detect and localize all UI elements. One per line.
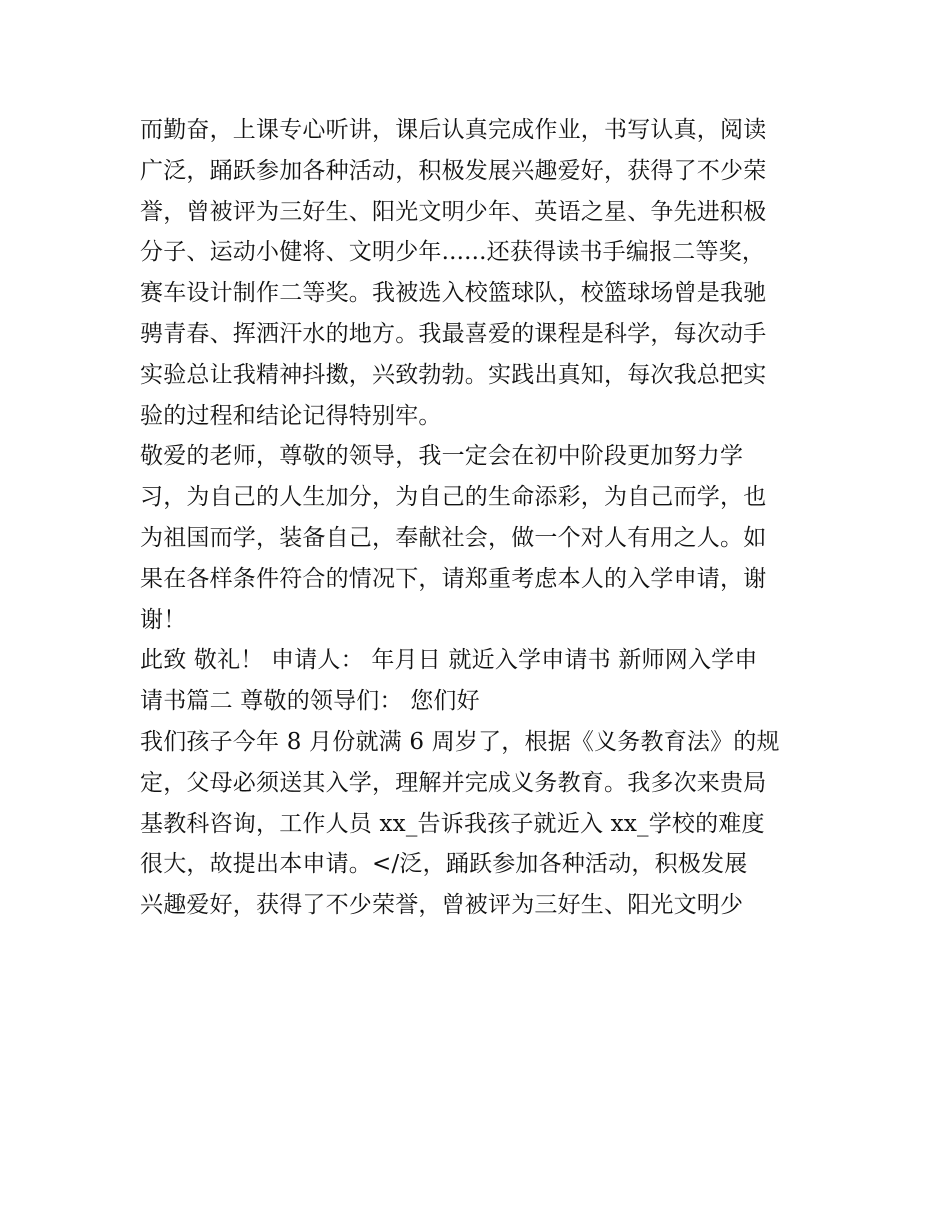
text-line: 敬爱的老师，尊敬的领导，我一定会在初中阶段更加努力学 — [140, 443, 744, 470]
text-line: 很大，故提出本申请。</泛，踊跃参加各种活动，积极发展 — [140, 851, 748, 878]
text-line: 誉，曾被评为三好生、阳光文明少年、英语之星、争先进积极 — [140, 198, 767, 225]
text-line: 果在各样条件符合的情况下，请郑重考虑本人的入学申请，谢 — [140, 565, 767, 592]
text-line: 骋青春、挥洒汗水的地方。我最喜爱的课程是科学，每次动手 — [140, 320, 767, 347]
text-line: 分子、运动小健将、文明少年......还获得读书手编报二等奖， — [140, 239, 766, 266]
text-line: 基教科咨询，工作人员 xx_告诉我孩子就近入 xx_学校的难度 — [140, 810, 765, 837]
text-line: 而勤奋，上课专心听讲，课后认真完成作业，书写认真，阅读 — [140, 117, 767, 143]
text-line: 验的过程和结论记得特别牢。 — [140, 402, 442, 429]
text-line: 此致 敬礼！ 申请人： 年月日 就近入学申请书 新师网入学申 — [140, 647, 758, 674]
text-line: 赛车设计制作二等奖。我被选入校篮球队，校篮球场曾是我驰 — [140, 280, 767, 307]
text-line: 实验总让我精神抖擞，兴致勃勃。实践出真知，每次我总把实 — [140, 361, 767, 388]
text-line: 请书篇二 尊敬的领导们： 您们好 — [140, 688, 480, 715]
text-line: 谢！ — [140, 606, 187, 633]
text-line: 我们孩子今年 8 月份就满 6 周岁了，根据《义务教育法》的规 — [140, 728, 780, 755]
text-line: 定，父母必须送其入学，理解并完成义务教育。我多次来贵局 — [140, 769, 767, 796]
text-line: 广泛，踊跃参加各种活动，积极发展兴趣爱好，获得了不少荣 — [140, 157, 767, 184]
text-line: 兴趣爱好，获得了不少荣誉，曾被评为三好生、阳光文明少 — [140, 892, 744, 919]
text-line: 习，为自己的人生加分，为自己的生命添彩，为自己而学，也 — [140, 484, 767, 511]
document-body — [140, 110, 820, 926]
text-line: 为祖国而学，装备自己，奉献社会，做一个对人有用之人。如 — [140, 524, 767, 551]
